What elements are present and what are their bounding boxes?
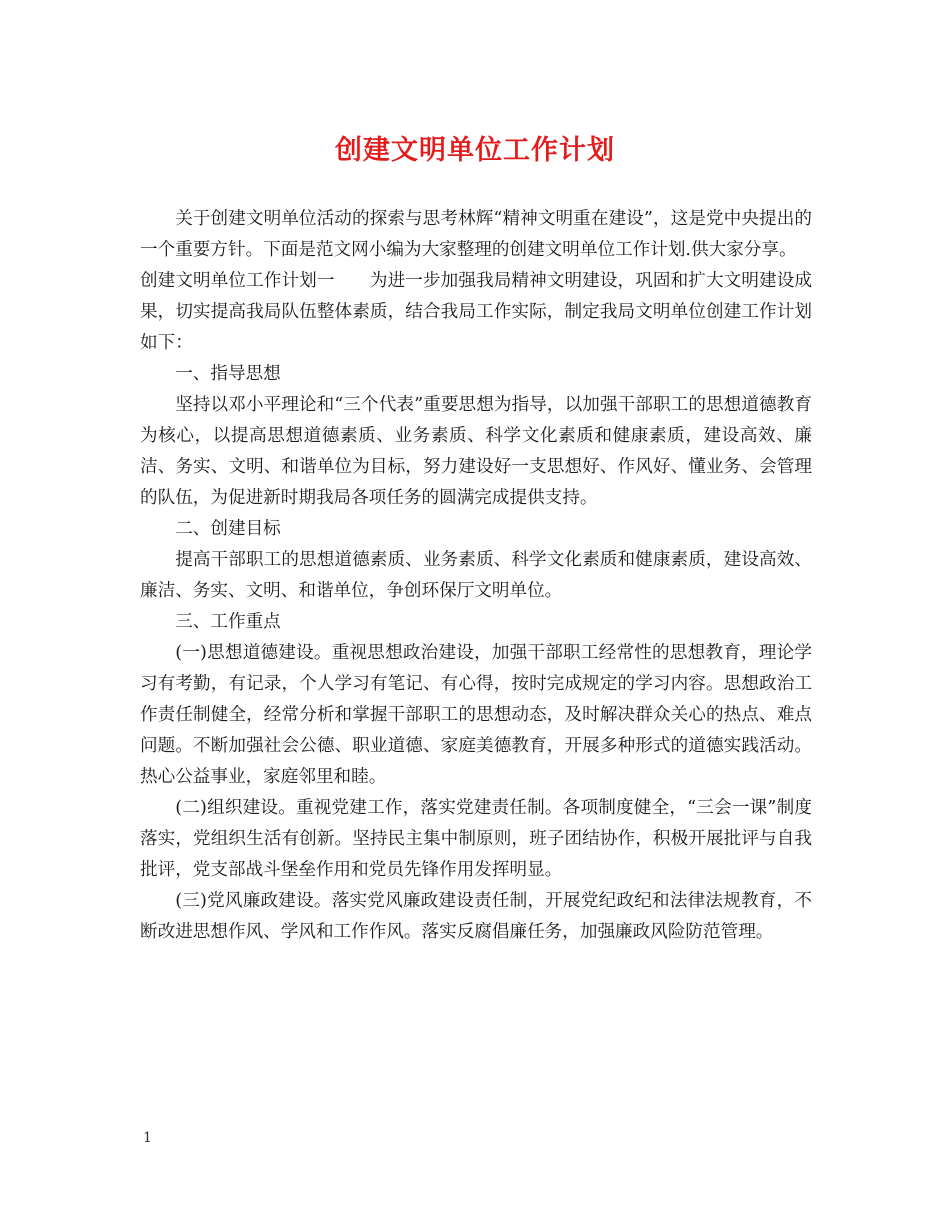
paragraph-goal: 提高干部职工的思想道德素质、业务素质、科学文化素质和健康素质，建设高效、廉洁、务实、文明、和谐单位，争创环保厅文明单位。: [140, 550, 812, 601]
paragraph-moral: (一)思想道德建设。重视思想政治建设，加强干部职工经常性的思想教育，理论学习有考勤，有记录，个人学习有笔记、有心得，按时完成规定的学习内容。思想政治工作责任制健全，经常分析和掌握干部职工的思想动态，及时解决群众关心的热点、难点问题。不断加强社会公德、职业道德、家庭美德教育，开展多种形式的道德实践活动。热心公益事业，家庭邻里和睦。: [140, 643, 812, 787]
paragraph-integrity: (三)党风廉政建设。落实党风廉政建设责任制，开展党纪政纪和法律法规教育，不断改进思想作风、学风和工作作风。落实反腐倡廉任务，加强廉政风险防范管理。: [140, 891, 812, 942]
paragraph-organization: (二)组织建设。重视党建工作，落实党建责任制。各项制度健全，“三会一课”制度落实，党组织生活有创新。坚持民主集中制原则，班子团结协作，积极开展批评与自我批评，党支部战斗堡垒作用和党员先锋作用发挥明显。: [140, 798, 812, 880]
document-body: [140, 204, 812, 948]
heading-focus: 三、工作重点: [175, 612, 281, 632]
heading-guiding-thought: 一、指导思想: [175, 364, 281, 384]
paragraph-intro: 关于创建文明单位活动的探索与思考林辉“精神文明重在建设”，这是党中央提出的一个重要方针。下面是范文网小编为大家整理的创建文明单位工作计划.供大家分享。: [140, 209, 812, 260]
paragraph-guiding-thought: 坚持以邓小平理论和“三个代表”重要思想为指导，以加强干部职工的思想道德教育为核心，以提高思想道德素质、业务素质、科学文化素质和健康素质，建设高效、廉洁、务实、文明、和谐单位为目标，努力建设好一支思想好、作风好、懂业务、会管理的队伍，为促进新时期我局各项任务的圆满完成提供支持。: [140, 395, 812, 508]
page-number: 1: [143, 1130, 152, 1146]
document-title: 创建文明单位工作计划: [335, 135, 615, 166]
heading-goal: 二、创建目标: [175, 519, 281, 539]
paragraph-plan-intro: 创建文明单位工作计划一 为进一步加强我局精神文明建设，巩固和扩大文明建设成果，切实提高我局队伍整体素质，结合我局工作实际，制定我局文明单位创建工作计划如下：: [140, 271, 812, 353]
